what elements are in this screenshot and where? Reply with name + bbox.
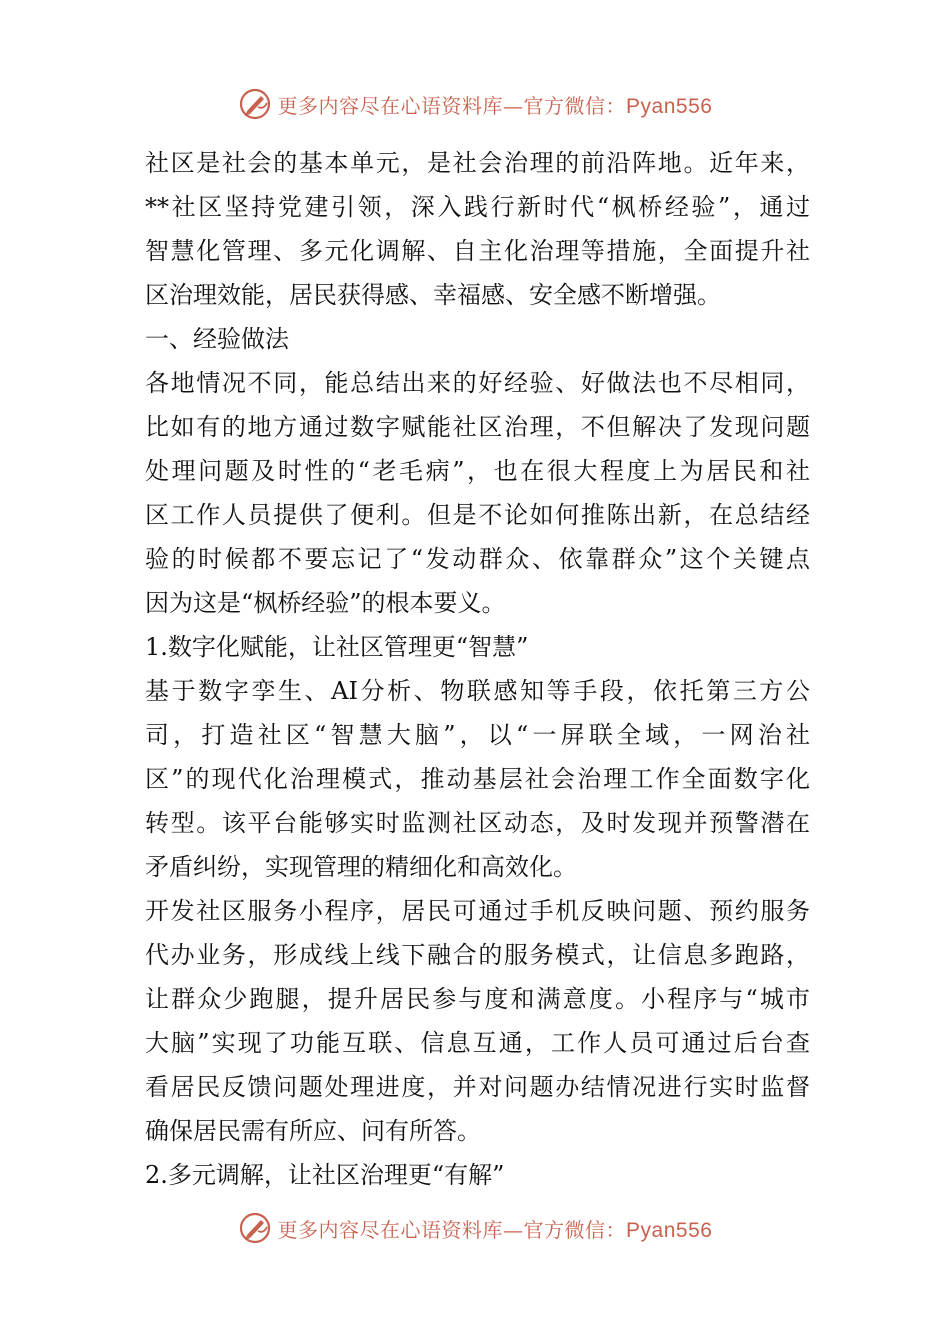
- subheading-1: [145, 625, 810, 669]
- text-line: 司，打造社区“智慧大脑”，以“一屏联全域，一网治社: [145, 721, 810, 749]
- text-line: 处理问题及时性的“老毛病”，也在很大程度上为居民和社: [145, 457, 810, 485]
- header-banner: [0, 84, 950, 124]
- text-line: 2.多元调解，让社区治理更“有解”: [145, 1161, 505, 1189]
- banner-text: 更多内容尽在心语资料库—官方微信：Pyan556: [277, 1217, 713, 1242]
- text-line: 开发社区服务小程序，居民可通过手机反映问题、预约服务: [145, 897, 810, 925]
- text-line: **社区坚持党建引领，深入践行新时代“枫桥经验”，通过: [145, 193, 810, 221]
- pen-seal-icon: [238, 1211, 272, 1245]
- experience-paragraph: [145, 361, 810, 625]
- text-line: 矛盾纠纷，实现管理的精细化和高效化。: [145, 853, 577, 881]
- intro-paragraph: [145, 141, 810, 317]
- section-heading-1: [145, 317, 810, 361]
- document-body: [145, 141, 810, 1197]
- digital-paragraph: [145, 669, 810, 889]
- text-line: 看居民反馈问题处理进度，并对问题办结情况进行实时监督: [145, 1073, 810, 1101]
- wechat-id: Pyan556: [626, 1218, 713, 1242]
- text-line: 区治理效能，居民获得感、幸福感、安全感不断增强。: [145, 281, 721, 309]
- pen-seal-icon: [238, 87, 272, 121]
- text-line: 大脑”实现了功能互联、信息互通，工作人员可通过后台查: [145, 1029, 810, 1057]
- text-line: 比如有的地方通过数字赋能社区治理，不但解决了发现问题: [145, 413, 810, 441]
- text-line: 智慧化管理、多元化调解、自主化治理等措施，全面提升社: [145, 237, 810, 265]
- text-line: 验的时候都不要忘记了“发动群众、依靠群众”这个关键点: [145, 545, 810, 573]
- text-line: 因为这是“枫桥经验”的根本要义。: [145, 589, 506, 617]
- text-line: 区工作人员提供了便利。但是不论如何推陈出新，在总结经: [145, 501, 810, 529]
- text-line: 社区是社会的基本单元，是社会治理的前沿阵地。近年来，: [145, 149, 810, 177]
- text-line: 各地情况不同，能总结出来的好经验、好做法也不尽相同，: [145, 369, 810, 397]
- miniprogram-paragraph: [145, 889, 810, 1153]
- text-line: 确保居民需有所应、问有所答。: [145, 1117, 481, 1145]
- text-line: 转型。该平台能够实时监测社区动态，及时发现并预警潜在: [145, 809, 810, 837]
- subheading-2: [145, 1153, 810, 1197]
- text-line: 基于数字孪生、AI分析、物联感知等手段，依托第三方公: [145, 677, 810, 705]
- text-line: 1.数字化赋能，让社区管理更“智慧”: [145, 633, 529, 661]
- text-line: 让群众少跑腿，提升居民参与度和满意度。小程序与“城市: [145, 985, 810, 1013]
- text-line: 一、经验做法: [145, 325, 289, 353]
- wechat-id: Pyan556: [626, 94, 713, 118]
- text-line: 代办业务，形成线上线下融合的服务模式，让信息多跑路，: [145, 941, 810, 969]
- banner-text: 更多内容尽在心语资料库—官方微信：Pyan556: [277, 93, 713, 118]
- footer-banner: [0, 1208, 950, 1248]
- text-line: 区”的现代化治理模式，推动基层社会治理工作全面数字化: [145, 765, 810, 793]
